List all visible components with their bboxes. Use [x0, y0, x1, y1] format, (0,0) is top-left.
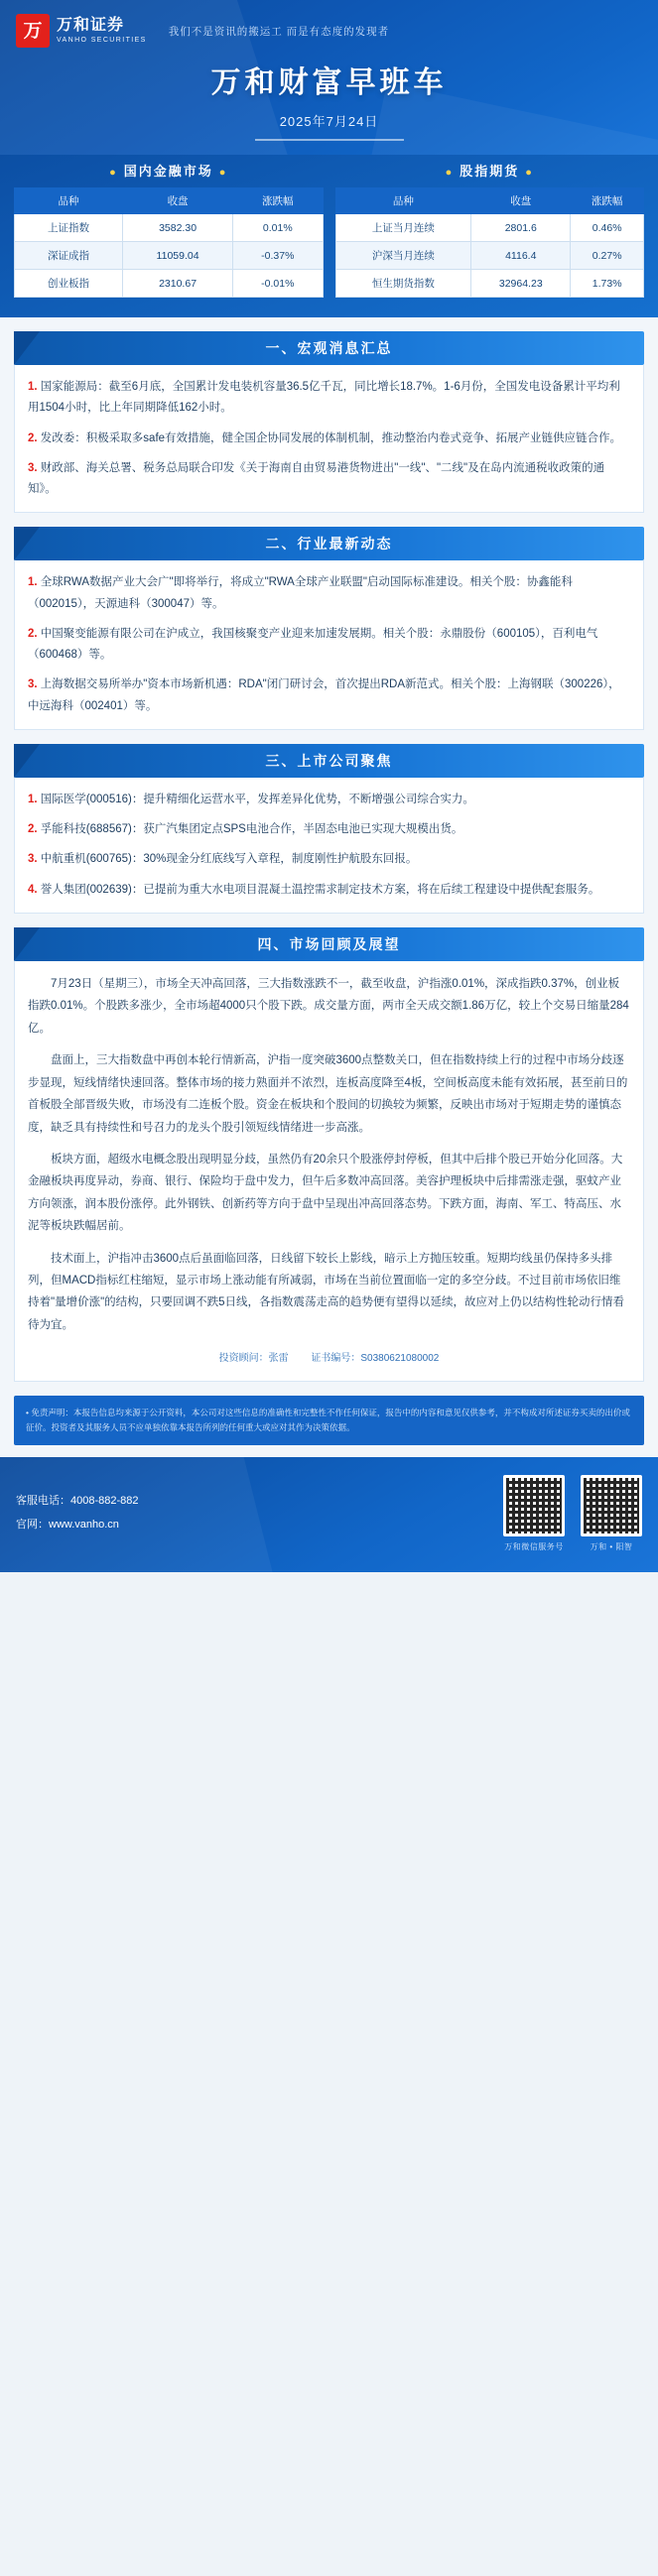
cell-close: 4116.4	[471, 242, 571, 270]
qr-code-icon	[581, 1475, 642, 1536]
table-domestic	[14, 187, 324, 298]
item-number: 3.	[28, 461, 38, 474]
table-header-row	[15, 188, 324, 214]
table-futures	[335, 187, 645, 298]
table-row	[15, 242, 324, 270]
cell-change: 1.73%	[571, 270, 644, 298]
col-close: 收盘	[471, 188, 571, 214]
table-header-row	[335, 188, 644, 214]
list-item	[28, 675, 630, 717]
item-text: 中国聚变能源有限公司在沪成立，我国核聚变产业迎来加速发展期。相关个股：永鼎股份（600105），百利电气（600468）等。	[28, 627, 598, 662]
list-item	[28, 377, 630, 420]
cell-change: 0.27%	[571, 242, 644, 270]
section-title: 三、上市公司聚焦	[265, 752, 393, 769]
advisor-name: 投资顾问：张雷	[218, 1353, 289, 1365]
bullet-icon: ●	[445, 167, 455, 179]
market-table-domestic	[14, 159, 324, 298]
section-body-macro	[14, 365, 644, 513]
logo-name-en: VANHO SECURITIES	[57, 37, 147, 45]
disclaimer-text: • 免责声明：本报告信息均来源于公开资料，本公司对这些信息的准确性和完整性不作任何保证，报告中的内容和意见仅供参考，并不构成对所述证券买卖的出价或征价。投资者及其服务人员不应单独依靠本报告所列的任何重大或应对其作为决策依据。	[14, 1396, 644, 1445]
footer-contact	[16, 1490, 503, 1535]
item-number: 2.	[28, 431, 38, 444]
qr-caption: 万和 • 阳智	[590, 1541, 633, 1551]
cell-name: 恒生期货指数	[335, 270, 471, 298]
item-text: 孚能科技(688567)：获广汽集团定点SPS电池合作，半固态电池已实现大规模出货。	[40, 823, 463, 836]
section-title: 二、行业最新动态	[265, 536, 393, 552]
section-industry	[0, 527, 658, 730]
item-text: 全球RWA数据产业大会广"即将举行，将成立"RWA全球产业联盟"启动国际标准建设。相关个股：协鑫能科（002015），天源迪科（300047）等。	[28, 576, 573, 610]
section-body-industry	[14, 560, 644, 730]
outlook-paragraph: 7月23日（星期三），市场全天冲高回落，三大指数涨跌不一，截至收盘，沪指涨0.01%，深成指跌0.37%，创业板指跌0.01%。个股跌多涨少，全市场超4000只个股下跌。成交量方面，两市全天成交额1.86万亿，较上个交易日缩量284亿。	[28, 977, 629, 1035]
signature-line	[28, 1350, 630, 1369]
cell-name: 上证指数	[15, 214, 123, 242]
header-title-block	[0, 54, 658, 141]
table-row	[15, 270, 324, 298]
col-change: 涨跌幅	[233, 188, 323, 214]
table-title-futures: ● 股指期货 ●	[445, 164, 534, 179]
cell-change: -0.01%	[233, 270, 323, 298]
section-companies	[0, 744, 658, 914]
section-header-companies	[14, 744, 644, 778]
qr-item	[581, 1475, 642, 1552]
table-row	[15, 214, 324, 242]
list-item	[28, 880, 630, 901]
outlook-paragraph: 板块方面，超级水电概念股出现明显分歧，虽然仍有20余只个股涨停封停板，但其中后排个股已开始分化回落。大金融板块再度异动，券商、银行、保险均于盘中发力，但午后多数冲高回落。美容护理板块中后排需涨走强，驱蚊产业方向领涨，润本股份涨停。此外钢铁、创新药等方向于盘中呈现出冲高回落态势。下跌方面，海南、军工、特高压、水泥等板块跌幅居前。	[28, 1153, 623, 1233]
col-name: 品种	[15, 188, 123, 214]
brand-logo	[16, 14, 147, 48]
outlook-paragraph: 盘面上，三大指数盘中再创本轮行情新高，沪指一度突破3600点整数关口，但在指数持续上行的过程中市场分歧逐步显现，短线情绪快速回落。整体市场的接力熟面并不浓烈，连板高度降至4板，空间板高度未能有效拓展，甚至前日的首板股全部晋级失败，市场没有二连板个股。资金在板块和个股间的切换较为频繁，反映出市场对于短期走势的谨慎态度，缺乏具有持续性和号召力的龙头个股引领短线情绪进一步高涨。	[28, 1054, 628, 1134]
cell-name: 沪深当月连续	[335, 242, 471, 270]
cell-close: 11059.04	[122, 242, 232, 270]
cell-close: 3582.30	[122, 214, 232, 242]
cert-number: 证书编号：S0380621080002	[311, 1353, 440, 1365]
table-row	[335, 214, 644, 242]
item-number: 1.	[28, 576, 38, 589]
publish-date: 2025年7月24日	[279, 114, 379, 129]
list-item	[28, 429, 630, 449]
list-item	[28, 458, 630, 501]
table-title-domestic: ● 国内金融市场 ●	[109, 164, 228, 179]
item-number: 2.	[28, 627, 38, 640]
section-macro	[0, 331, 658, 513]
item-number: 2.	[28, 823, 38, 836]
item-text: 国际医学(000516)：提升精细化运营水平，发挥差异化优势，不断增强公司综合实力。	[40, 793, 474, 805]
section-title: 四、市场回顾及展望	[257, 935, 401, 952]
header-top-bar	[0, 0, 658, 54]
cell-close: 2801.6	[471, 214, 571, 242]
logo-text	[57, 17, 147, 45]
col-close: 收盘	[122, 188, 232, 214]
item-number: 3.	[28, 678, 38, 691]
item-text: 中航重机(600765)：30%现金分红底线写入章程，制度刚性护航股东回报。	[40, 853, 418, 866]
header-slogan: 我们不是资讯的搬运工 而是有态度的发现者	[168, 25, 390, 38]
item-number: 4.	[28, 883, 38, 896]
list-item	[28, 790, 630, 810]
footer-website[interactable]: 官网：www.vanho.cn	[16, 1518, 119, 1531]
section-body-companies	[14, 778, 644, 914]
cell-close: 2310.67	[122, 270, 232, 298]
section-header-industry	[14, 527, 644, 560]
cell-name: 上证当月连续	[335, 214, 471, 242]
list-item	[28, 849, 630, 870]
bullet-icon: ●	[218, 167, 228, 179]
cell-close: 32964.23	[471, 270, 571, 298]
section-header-macro	[14, 331, 644, 365]
cell-name: 深证成指	[15, 242, 123, 270]
page-title: 万和财富早班车	[210, 66, 448, 99]
list-item	[28, 624, 630, 667]
footer-phone: 客服电话：4008-882-882	[16, 1495, 139, 1508]
item-text: 财政部、海关总署、税务总局联合印发《关于海南自由贸易港货物进出"一线"、"二线"及在岛内流通税收政策的通知》。	[28, 461, 605, 496]
cell-change: 0.46%	[571, 214, 644, 242]
table-row	[335, 270, 644, 298]
col-change: 涨跌幅	[571, 188, 644, 214]
item-text: 上海数据交易所举办"资本市场新机遇：RDA"闭门研讨会，首次提出RDA新范式。相关个股：上海钢联（300226），中远海科（002401）等。	[28, 678, 620, 712]
cell-name: 创业板指	[15, 270, 123, 298]
logo-name-cn: 万和证券	[57, 16, 125, 34]
logo-mark-icon: 万	[16, 14, 50, 48]
qr-code-icon	[503, 1475, 565, 1536]
table-row	[335, 242, 644, 270]
item-number: 1.	[28, 793, 38, 805]
cell-change: 0.01%	[233, 214, 323, 242]
page-footer	[0, 1457, 658, 1572]
outlook-paragraph: 技术面上，沪指冲击3600点后虽面临回落，日线留下较长上影线，暗示上方抛压较重。短期均线虽仍保持多头排列，但MACD指标红柱缩短，显示市场上涨动能有所减弱，市场在当前位置面临一定的多空分歧。不过目前市场依旧维持着"量增价涨"的结构，只要回调不跌5日线，各指数震荡走高的趋势便有望得以延续，故应对上仍以结构性轮动行情看待为宜。	[28, 1252, 625, 1331]
qr-caption: 万和微信服务号	[504, 1541, 564, 1551]
qr-item	[503, 1475, 565, 1552]
section-header-outlook	[14, 927, 644, 961]
market-tables	[0, 155, 658, 317]
section-title: 一、宏观消息汇总	[265, 340, 393, 356]
item-text: 誉人集团(002639)：已提前为重大水电项目混凝土温控需求制定技术方案，将在后续工程建设中提供配套服务。	[40, 883, 600, 896]
item-text: 发改委：积极采取多safe有效措施，健全国企协同发展的体制机制，推动整治内卷式竞争、拓展产业链供应链合作。	[40, 431, 622, 444]
market-table-futures	[335, 159, 645, 298]
list-item	[28, 819, 630, 840]
bullet-icon: ●	[109, 167, 118, 179]
title-divider	[255, 139, 404, 141]
section-outlook	[0, 927, 658, 1382]
section-body-outlook	[14, 961, 644, 1382]
item-number: 1.	[28, 381, 38, 393]
footer-qr-group	[503, 1475, 642, 1552]
list-item	[28, 572, 630, 615]
cell-change: -0.37%	[233, 242, 323, 270]
col-name: 品种	[335, 188, 471, 214]
item-text: 国家能源局：截至6月底，全国累计发电装机容量36.5亿千瓦，同比增长18.7%。1-6月份，全国发电设备累计平均利用1504小时，比上年同期降低162小时。	[28, 381, 620, 415]
page-header	[0, 0, 658, 155]
item-number: 3.	[28, 853, 38, 866]
bullet-icon: ●	[525, 167, 534, 179]
